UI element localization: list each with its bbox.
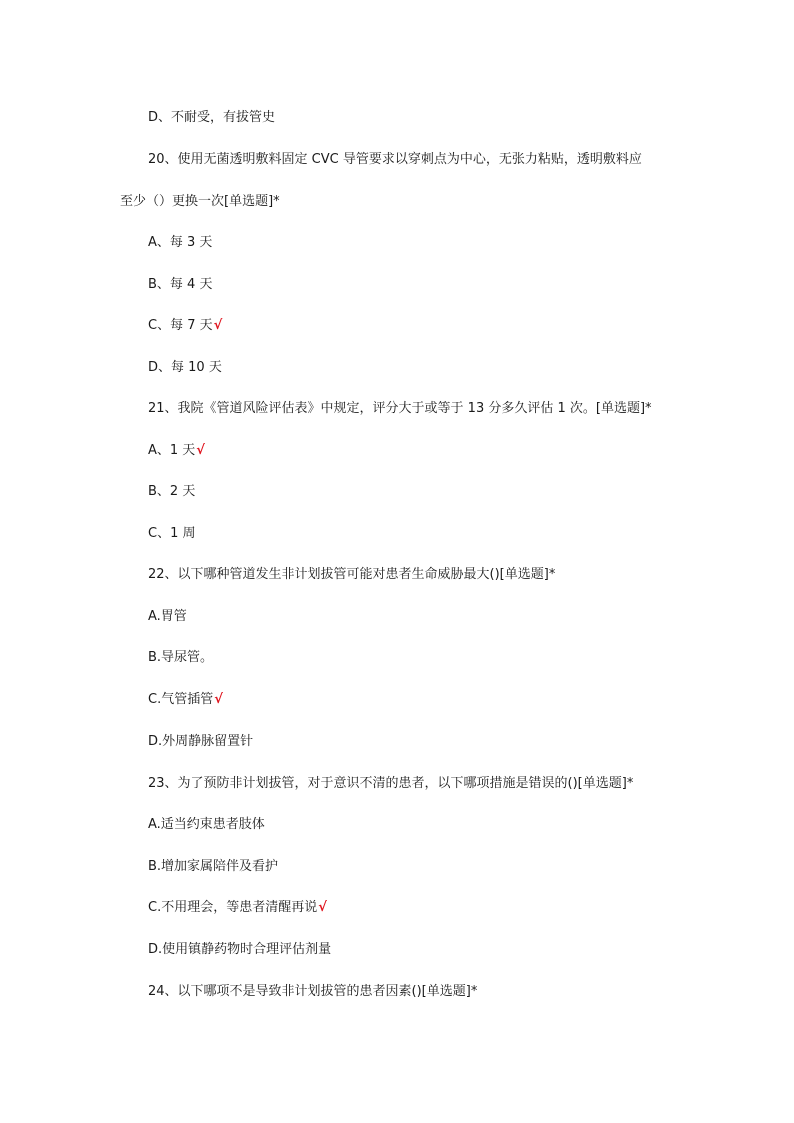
q20-option-c-label: C、每 7 天 <box>148 318 213 333</box>
q23-option-a: A.适当约束患者肢体 <box>148 817 265 832</box>
q22-option-b: B.导尿管。 <box>148 650 214 665</box>
q20-option-c <box>148 317 222 335</box>
q22-option-c-label: C.气管插管 <box>148 692 214 707</box>
q21-option-a <box>148 442 205 460</box>
correct-answer-check-icon: √ <box>213 318 223 333</box>
correct-answer-check-icon: √ <box>214 692 223 707</box>
q23-option-c <box>148 899 327 917</box>
q20-option-a: A、每 3 天 <box>148 235 213 250</box>
q22-option-a: A.胃管 <box>148 609 187 624</box>
q21-option-b: B、2 天 <box>148 484 196 499</box>
q21-stem: 21、我院《管道风险评估表》中规定，评分大于或等于 13 分多久评估 1 次。[单选题]* <box>148 401 652 416</box>
q24-stem: 24、以下哪项不是导致非计划拔管的患者因素()[单选题]* <box>148 984 478 999</box>
q22-option-c <box>148 691 223 709</box>
q23-option-b: B.增加家属陪伴及看护 <box>148 859 279 874</box>
q22-option-d: D.外周静脉留置针 <box>148 734 254 749</box>
q20-stem-line1: 20、使用无菌透明敷料固定 CVC 导管要求以穿刺点为中心，无张力粘贴，透明敷料应 <box>148 152 642 167</box>
q19-option-d: D、不耐受，有拔管史 <box>148 110 276 125</box>
q20-stem-line2: 至少（）更换一次[单选题]* <box>120 194 280 209</box>
q23-option-d: D.使用镇静药物时合理评估剂量 <box>148 942 332 957</box>
correct-answer-check-icon: √ <box>318 900 327 915</box>
q23-stem: 23、为了预防非计划拔管，对于意识不清的患者，以下哪项措施是错误的()[单选题]* <box>148 776 634 791</box>
q20-option-b: B、每 4 天 <box>148 277 213 292</box>
q22-stem: 22、以下哪种管道发生非计划拔管可能对患者生命威胁最大()[单选题]* <box>148 567 556 582</box>
correct-answer-check-icon: √ <box>196 443 205 458</box>
q21-option-a-label: A、1 天 <box>148 443 196 458</box>
q23-option-c-label: C.不用理会，等患者清醒再说 <box>148 900 318 915</box>
q21-option-c: C、1 周 <box>148 526 196 541</box>
q20-option-d: D、每 10 天 <box>148 360 222 375</box>
